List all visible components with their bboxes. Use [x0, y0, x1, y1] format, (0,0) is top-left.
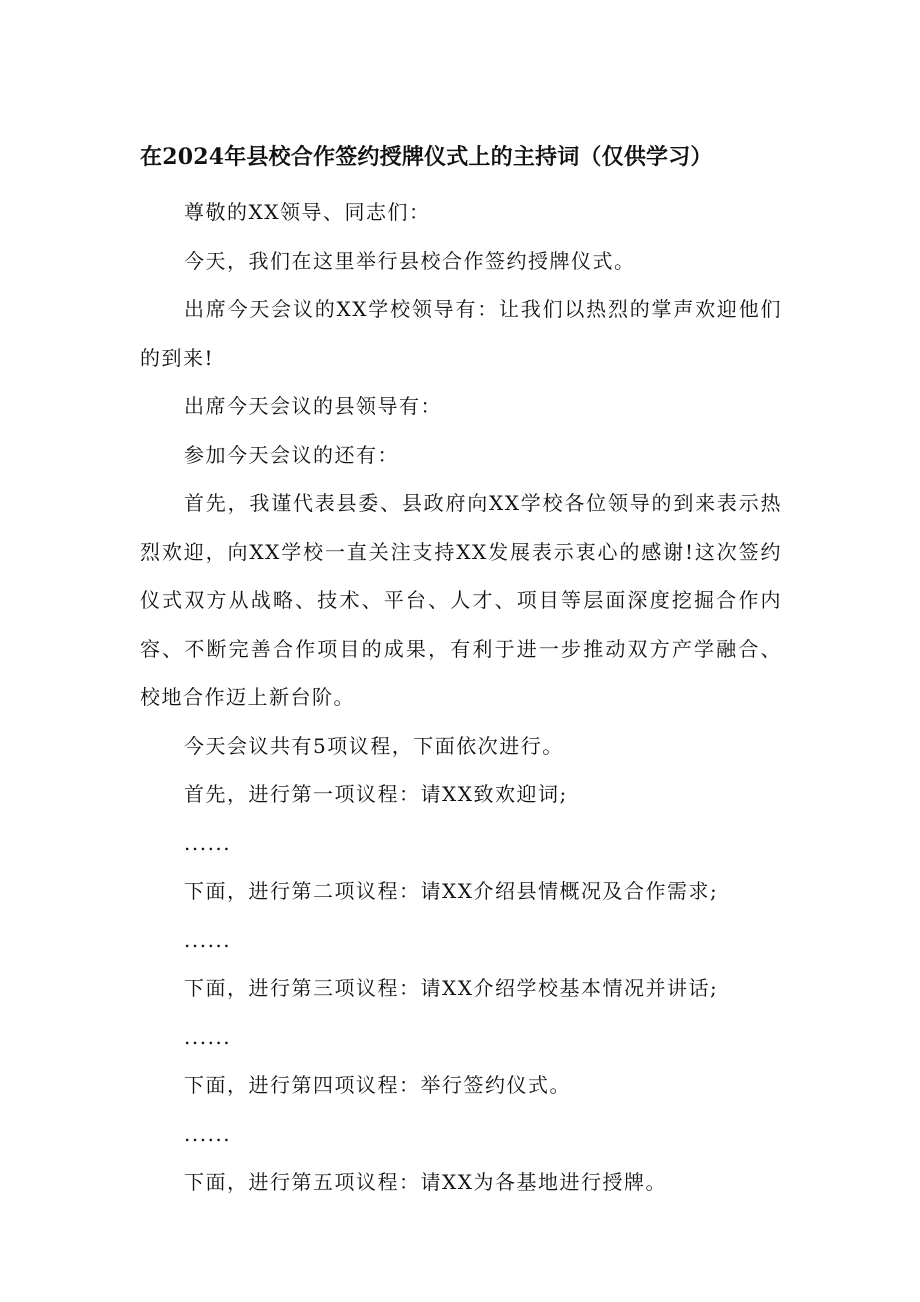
paragraph-ellipsis-2: ...... [184, 927, 232, 952]
document-body [140, 188, 782, 1207]
paragraph-other-attendees: 参加今天会议的还有： [184, 442, 399, 467]
paragraph-agenda-item-1: 首先，进行第一项议程：请XX致欢迎词; [184, 782, 568, 806]
paragraph-welcome-remarks: 首先，我谨代表县委、县政府向XX学校各位领导的到来表示热烈欢迎，向XX学校一直关注支持XX发展表示衷心的感谢!这次签约仪式双方从战略、技术、平台、人才、项目等层面深度挖掘合作内容、不断完善合作项目的成果，有利于进一步推动双方产学融合、校地合作迈上新台阶。 [140, 491, 782, 709]
paragraph-agenda-item-5: 下面，进行第五项议程：请XX为各基地进行授牌。 [184, 1170, 667, 1194]
paragraph-ellipsis-4: ...... [184, 1121, 232, 1146]
paragraph-county-leaders: 出席今天会议的县领导有： [184, 394, 442, 418]
paragraph-salutation: 尊敬的XX领导、同志们： [184, 200, 431, 224]
paragraph-ellipsis-3: ...... [184, 1024, 232, 1049]
document-title: 在2024年县校合作签约授牌仪式上的主持词（仅供学习） [140, 144, 713, 170]
paragraph-agenda-item-4: 下面，进行第四项议程：举行签约仪式。 [184, 1073, 571, 1097]
paragraph-agenda-intro: 今天会议共有5项议程，下面依次进行。 [184, 733, 564, 758]
paragraph-opening: 今天，我们在这里举行县校合作签约授牌仪式。 [184, 248, 636, 273]
paragraph-school-leaders: 出席今天会议的XX学校领导有：让我们以热烈的掌声欢迎他们的到来! [140, 297, 782, 370]
paragraph-agenda-item-3: 下面，进行第三项议程：请XX介绍学校基本情况并讲话; [184, 976, 719, 1000]
paragraph-ellipsis-1: ...... [184, 830, 232, 855]
paragraph-agenda-item-2: 下面，进行第二项议程：请XX介绍县情概况及合作需求; [184, 879, 719, 903]
